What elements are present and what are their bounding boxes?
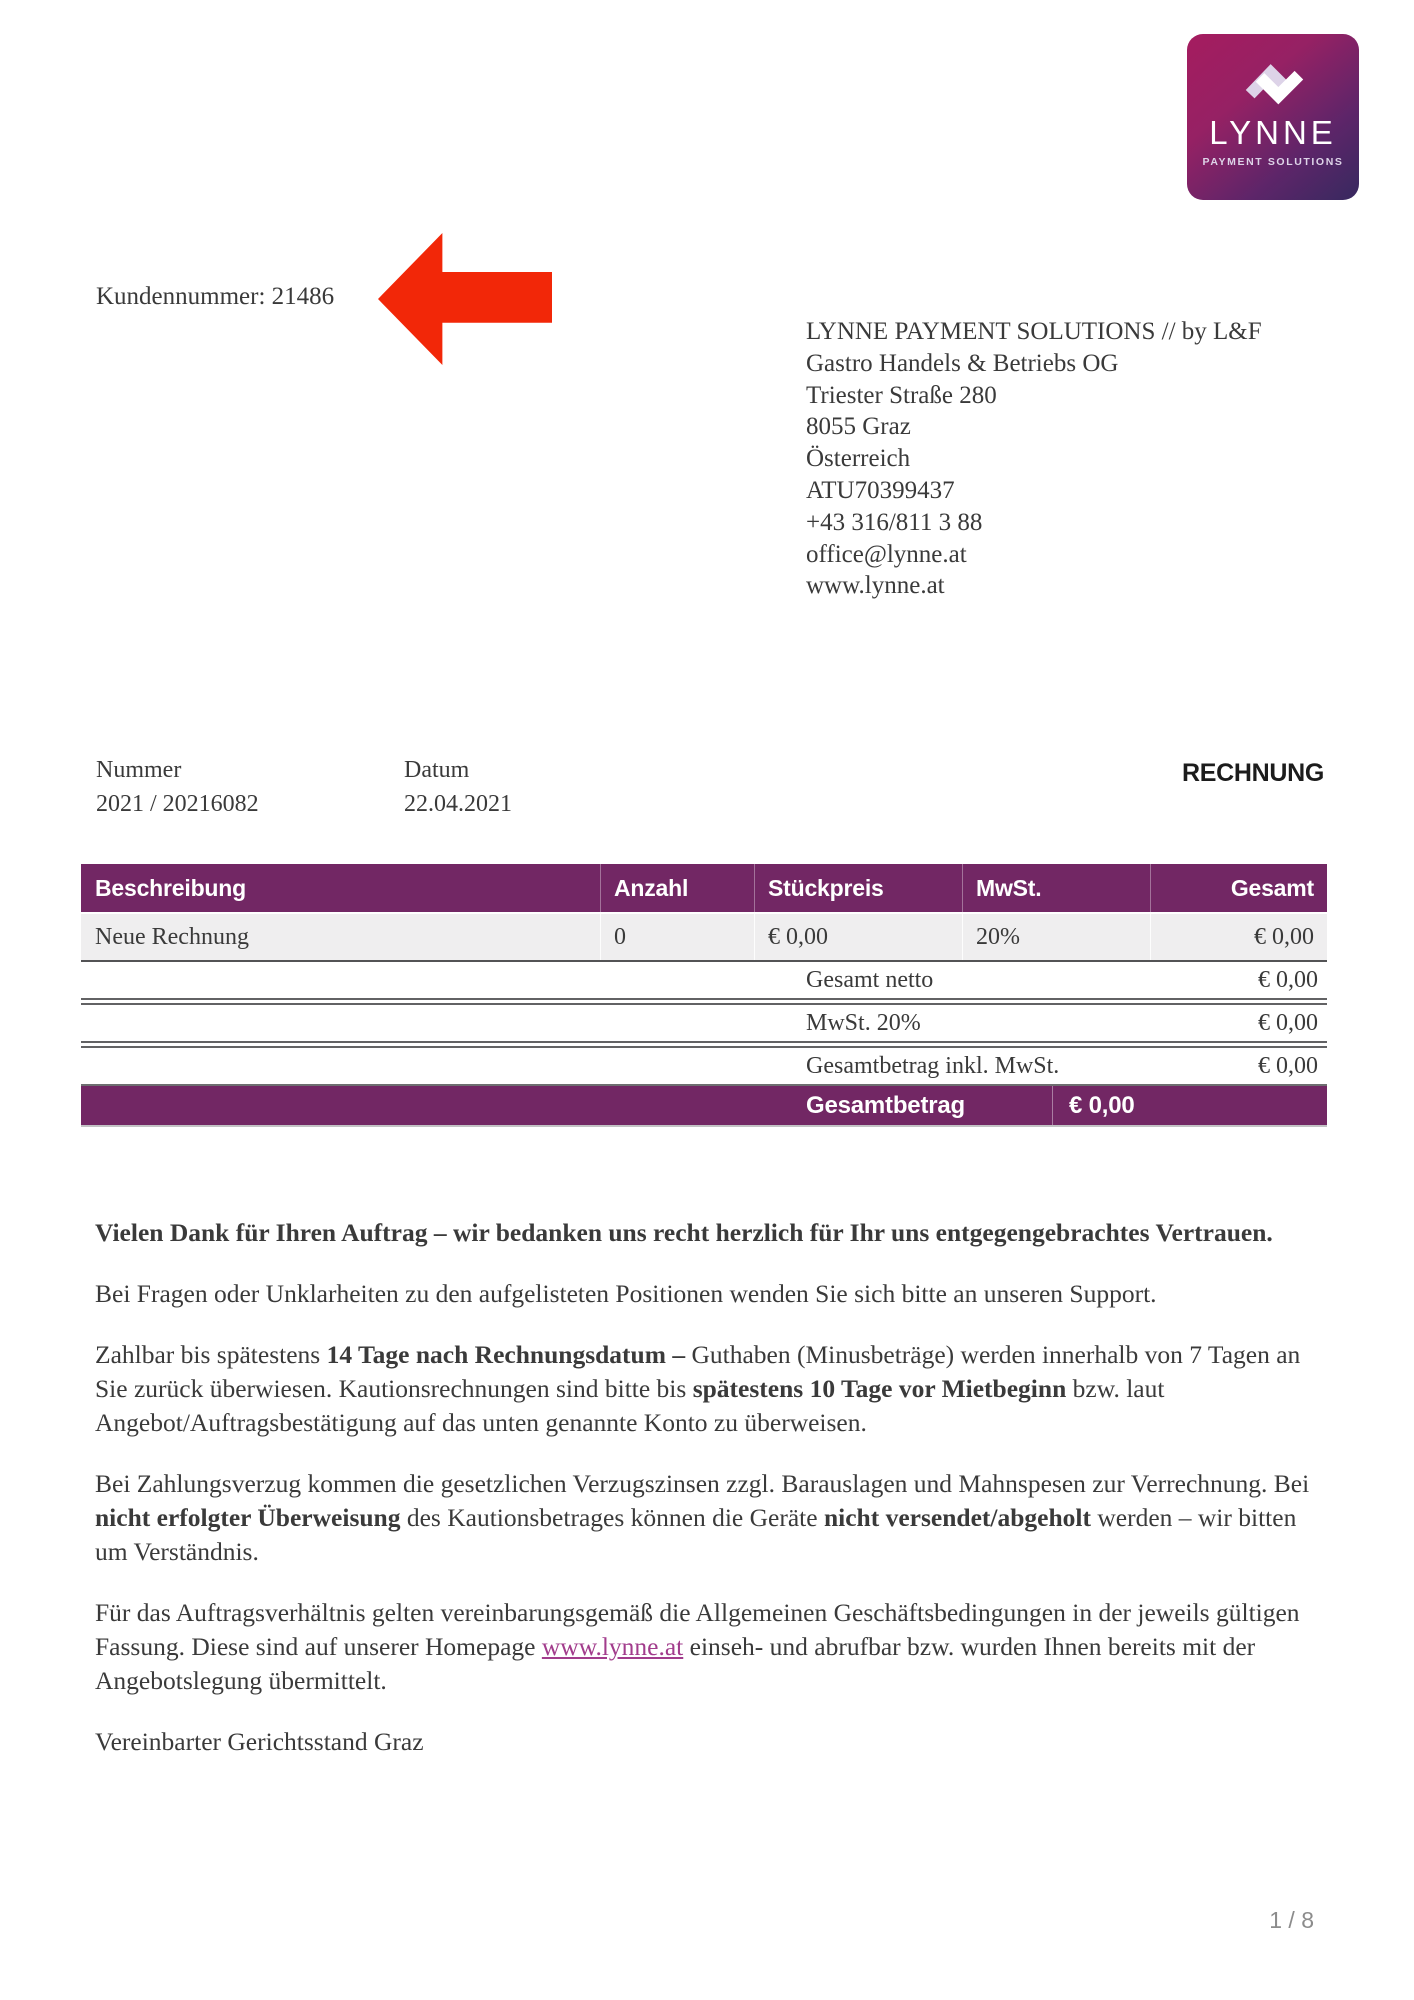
sender-address (806, 316, 1262, 602)
paragraph-support: Bei Fragen oder Unklarheiten zu den aufgelisteten Positionen wenden Sie sich bitte an unseren Support. (95, 1279, 1157, 1308)
total-gross-value: € 0,00 (1258, 1052, 1318, 1079)
customer-number-line (96, 283, 334, 311)
customer-number-value: 21486 (271, 283, 335, 310)
table-header-row (81, 864, 1327, 912)
invoice-date-label: Datum (404, 757, 470, 783)
totals-divider (81, 998, 1327, 1005)
cell-anzahl: 0 (600, 914, 754, 960)
header-mwst: MwSt. (962, 864, 1150, 912)
company-logo (1187, 34, 1359, 200)
page-indicator: 1 / 8 (1269, 1907, 1314, 1933)
sender-address-line: Triester Straße 280 (806, 381, 997, 409)
sender-address-line: www.lynne.at (806, 572, 945, 600)
cell-stueckpreis: € 0,00 (754, 914, 962, 960)
sender-address-line: ATU70399437 (806, 476, 955, 504)
sender-address-line: +43 316/811 3 88 (806, 508, 983, 536)
invoice-date-value: 22.04.2021 (404, 791, 512, 817)
header-stueckpreis: Stückpreis (754, 864, 962, 912)
grand-total-bar (81, 1086, 1327, 1127)
customer-number-label: Kundennummer: (96, 283, 266, 310)
vat-label: MwSt. 20% (806, 1009, 921, 1036)
table-row (81, 914, 1327, 962)
document-type-title: RECHNUNG (1181, 759, 1324, 787)
paragraph-payment-terms: Zahlbar bis spätestens 14 Tage nach Rechnungsdatum – Guthaben (Minusbeträge) werden innerhalb von 7 Tagen an Sie zurück überwiesen. Kautionsrechnungen sind bitte bis spätestens 10 Tage vor Mietbeginn bzw. laut Angebot/Auftragsbestätigung auf das unten genannte Konto zu überweisen. (95, 1340, 1301, 1437)
sender-address-line: 8055 Graz (806, 413, 911, 441)
paragraph-jurisdiction: Vereinbarter Gerichtsstand Graz (95, 1727, 424, 1756)
interlocked-chevrons-icon (1234, 50, 1312, 114)
total-net-label: Gesamt netto (806, 966, 934, 993)
header-beschreibung: Beschreibung (95, 874, 246, 901)
total-net-value: € 0,00 (1258, 966, 1318, 993)
homepage-link[interactable]: www.lynne.at (541, 1632, 684, 1661)
grand-total-value: € 0,00 (1052, 1086, 1327, 1125)
sender-address-line: Gastro Handels & Betriebs OG (806, 349, 1119, 377)
invoice-number-label: Nummer (96, 757, 182, 783)
annotation-arrow-left-icon (378, 233, 552, 365)
invoice-number-value: 2021 / 20216082 (96, 791, 259, 817)
total-gross-row (81, 1048, 1327, 1084)
grand-total-label: Gesamtbetrag (806, 1091, 965, 1119)
letter-body (95, 1216, 1327, 1786)
logo-wordmark: LYNNE (1209, 114, 1337, 151)
sender-address-line: office@lynne.at (806, 540, 967, 568)
paragraph-thanks: Vielen Dank für Ihren Auftrag – wir bedanken uns recht herzlich für Ihr uns entgegengebrachtes Vertrauen. (95, 1218, 1273, 1247)
logo-tagline: PAYMENT SOLUTIONS (1202, 156, 1344, 168)
total-net-row (81, 962, 1327, 998)
totals-divider (81, 1041, 1327, 1048)
header-anzahl: Anzahl (600, 864, 754, 912)
invoice-table (81, 864, 1327, 1127)
vat-value: € 0,00 (1258, 1009, 1318, 1036)
header-gesamt: Gesamt (1150, 864, 1327, 912)
vat-row (81, 1005, 1327, 1041)
paragraph-terms-link: Für das Auftragsverhältnis gelten vereinbarungsgemäß die Allgemeinen Geschäftsbedingungen in der jeweils gültigen Fassung. Diese sind auf unserer Homepage www.lynne.at einseh- und abrufbar bzw. wurden Ihnen bereits mit der Angebotslegung übermittelt. (95, 1598, 1300, 1695)
total-gross-label: Gesamtbetrag inkl. MwSt. (806, 1052, 1060, 1079)
paragraph-late-payment: Bei Zahlungsverzug kommen die gesetzlichen Verzugszinsen zzgl. Barauslagen und Mahnspesen zur Verrechnung. Bei nicht erfolgter Überweisung des Kautionsbetrages können die Geräte nicht versendet/abgeholt werden – wir bitten um Verständnis. (95, 1469, 1310, 1566)
cell-mwst: 20% (962, 914, 1150, 960)
cell-gesamt: € 0,00 (1150, 914, 1327, 960)
sender-address-line: LYNNE PAYMENT SOLUTIONS // by L&F (806, 318, 1262, 345)
sender-address-line: Österreich (806, 445, 911, 473)
cell-beschreibung: Neue Rechnung (95, 923, 249, 950)
